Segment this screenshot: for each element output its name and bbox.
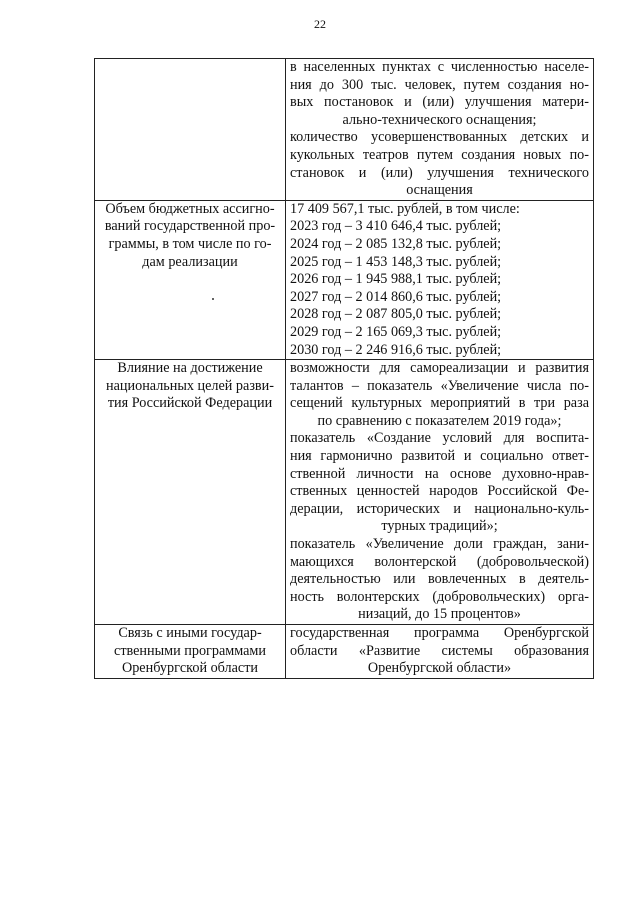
label-cell <box>95 200 286 359</box>
program-passport-table <box>94 58 594 679</box>
label-line: национальных целей разви- <box>106 377 274 394</box>
row-budget <box>95 200 594 359</box>
row-related-programs <box>95 625 594 679</box>
value-line: становок и (или) улучшения технического <box>290 164 589 181</box>
value-line: 17 409 567,1 тыс. рублей, в том числе: <box>290 200 520 217</box>
value-line: мающихся волонтерской (добровольческой) <box>290 553 589 570</box>
label-line: граммы, в том числе по го- <box>108 235 272 252</box>
value-line: ность волонтерских (добровольческих) орга- <box>290 588 589 605</box>
value-line: деятельностью или вовлеченных в деятель- <box>290 571 589 588</box>
label-cell <box>95 625 286 679</box>
value-line: 2028 год – 2 087 805,0 тыс. рублей; <box>290 306 502 323</box>
label-line: Связь с иными государ- <box>118 625 262 641</box>
value-line: 2025 год – 1 453 148,3 тыс. рублей; <box>290 253 502 270</box>
value-line: ственных ценностей народов Российской Фе- <box>290 483 589 500</box>
table-body <box>95 59 594 679</box>
value-line: турных традиций»; <box>381 518 498 535</box>
value-line: возможности для самореализации и развития <box>290 360 589 377</box>
value-line: показатель «Создание условий для воспита- <box>290 430 589 447</box>
value-line: оснащения <box>406 182 473 199</box>
label-line: Влияние на достижение <box>117 360 263 377</box>
value-line: ственной личности на основе духовно-нрав- <box>290 465 589 482</box>
value-cell <box>286 200 594 359</box>
label-line: ваний государственной про- <box>104 218 276 235</box>
value-line: в населенных пунктах с численностью населе- <box>290 59 589 75</box>
value-line: Оренбургской области» <box>367 660 512 677</box>
row-continuation <box>95 59 594 201</box>
value-line: ально-технического оснащения; <box>342 111 537 128</box>
label-cell <box>95 360 286 625</box>
label-line: дам реализации <box>142 253 238 270</box>
value-line: 2027 год – 2 014 860,6 тыс. рублей; <box>290 288 502 305</box>
stray-dot-mark <box>212 298 214 300</box>
value-line: дерации, исторических и национально-куль- <box>290 500 589 517</box>
value-line: сещений культурных мероприятий в три раза <box>290 395 589 412</box>
value-line: 2026 год – 1 945 988,1 тыс. рублей; <box>290 271 502 288</box>
value-line: 2023 год – 3 410 646,4 тыс. рублей; <box>290 218 502 235</box>
label-line: тия Российской Федерации <box>107 395 273 412</box>
value-line: 2029 год – 2 165 069,3 тыс. рублей; <box>290 323 502 340</box>
value-line: 2030 год – 2 246 916,6 тыс. рублей; <box>290 341 502 358</box>
value-line: ния гармонично развитой и социально ответ- <box>290 448 589 465</box>
label-line: Объем бюджетных ассигно- <box>105 200 275 217</box>
value-line: кукольных театров путем создания новых по- <box>290 146 589 163</box>
label-line: Оренбургской области <box>121 660 259 677</box>
row-national-goals <box>95 360 594 625</box>
value-line: ния до 300 тыс. человек, путем создания но- <box>290 76 589 93</box>
value-line: талантов – показатель «Увеличение числа по- <box>290 377 589 394</box>
value-line: вых постановок и (или) улучшения матери- <box>290 94 589 111</box>
value-cell <box>286 625 594 679</box>
value-cell <box>286 360 594 625</box>
label-cell <box>95 59 286 201</box>
value-line: 2024 год – 2 085 132,8 тыс. рублей; <box>290 235 502 252</box>
value-line: государственная программа Оренбургской <box>290 625 589 641</box>
label-line: ственными программами <box>114 642 266 659</box>
value-cell <box>286 59 594 201</box>
value-line: количество усовершенствованных детских и <box>290 129 589 146</box>
value-line: области «Развитие системы образования <box>290 642 589 659</box>
value-line: низаций, до 15 процентов» <box>358 606 521 623</box>
page-number: 22 <box>314 17 326 31</box>
value-line: по сравнению с показателем 2019 года»; <box>317 412 562 429</box>
value-line: показатель «Увеличение доли граждан, зани- <box>290 536 589 553</box>
